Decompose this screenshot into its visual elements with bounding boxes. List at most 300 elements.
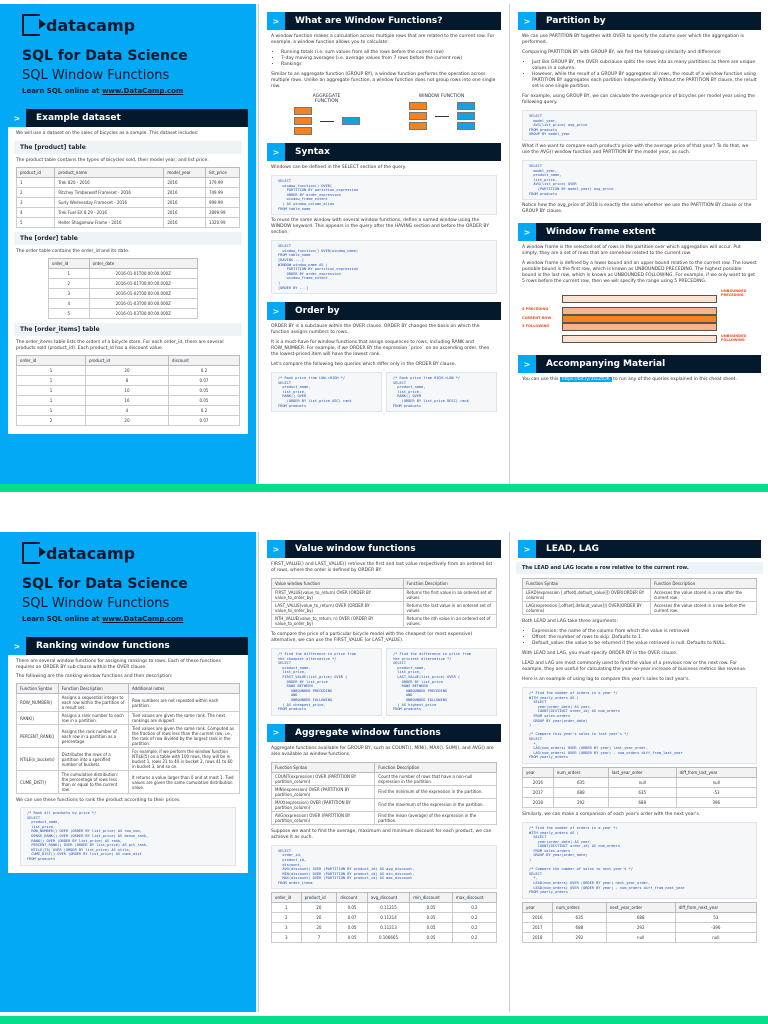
table-header-row [272, 762, 497, 772]
chevron-right-icon: > [8, 109, 26, 127]
partition-text: What if we want to compare each product's price with the average price of that year? To do that, we use the AVG() window function and PARTITION BY the model year, as such. [522, 143, 749, 155]
arrow-right-icon [320, 121, 334, 122]
product-table-heading: The [product] table [14, 141, 242, 154]
section-header [518, 540, 761, 558]
datacamp-logo [22, 14, 242, 36]
material-text [522, 377, 757, 383]
column-header: product_id [301, 893, 337, 903]
sheet-title: SQL for Data Science [22, 576, 188, 592]
table-cell: MAX(expression) OVER (PARTITION BY partition_column) [272, 798, 375, 811]
lead-text: With LEAD and LAG, you must specify ORDER BY in the OVER clause. [522, 651, 678, 656]
table-cell: null [608, 777, 676, 787]
table-cell: 53 [675, 912, 756, 922]
table-cell: 1 [272, 903, 302, 913]
table-cell: 0.05 [337, 903, 368, 913]
list-item: • Rankings [281, 62, 497, 68]
table-header-row [523, 579, 757, 589]
section-header [518, 12, 761, 30]
list-item: • 7-day moving averages (i.e. average values from 7 rows before the current row) [281, 56, 497, 62]
section-title: What are Window Functions? [295, 16, 443, 26]
table-cell: 20 [85, 366, 168, 376]
table-body [17, 178, 240, 228]
table-body [17, 366, 240, 426]
table-cell: 2016-01-03T00:00:00.000Z [89, 299, 197, 309]
table-cell: 0.07 [168, 416, 239, 426]
table-cell: 0.2 [452, 923, 496, 933]
left-column [0, 532, 256, 1012]
table-cell: 379.99 [205, 178, 239, 188]
column-header: Function Syntax [523, 579, 651, 589]
table-cell: 0.106665 [367, 933, 409, 943]
column-header: model_year [164, 168, 206, 178]
ranking-text: There are several window functions for assigning rankings to rows. Each of these functions requires an ORDER BY sub-clause within the OVER clause. [16, 659, 221, 670]
list-item: • Just like GROUP BY, the OVER subclause splits the rows into as many partitions as there are unique values in a column. [532, 60, 757, 72]
frame-label: 5 FOLLOWING [522, 324, 550, 329]
table-row [272, 811, 497, 824]
cheatsheet-page-1 [0, 4, 768, 484]
table-cell: 2016 [164, 188, 206, 198]
table-cell: null [676, 777, 756, 787]
table-row [49, 289, 198, 299]
column-header: order_id [272, 893, 302, 903]
table-cell: 1 [17, 406, 86, 416]
column-header: last_year_order [608, 767, 676, 777]
table-cell: 0.05 [337, 933, 368, 943]
column-header: diff_from_next_year [675, 902, 756, 912]
chevron-right-icon: > [8, 637, 26, 655]
table-cell: 2017 [523, 787, 554, 797]
frame-label: UNBOUNDED FOLLOWING [721, 334, 747, 343]
table-row [17, 416, 240, 426]
arrow-right-icon [435, 116, 449, 117]
chevron-right-icon: > [267, 143, 285, 161]
diagram-label: AGGREGATE FUNCTION [312, 94, 341, 104]
order-items-table-heading: The [order_items] table [14, 323, 242, 336]
table-cell: 635 [553, 912, 607, 922]
table-row [49, 279, 198, 289]
column-header: Function Syntax [272, 762, 375, 772]
partition-text: For example, using GROUP BY, we can calculate the average price of bicycles per model year using the following query. [522, 94, 755, 105]
syntax-text: Windows can be defined in the SELECT section of the query. [271, 165, 407, 170]
middle-column [258, 532, 509, 1012]
table-cell: 4 [49, 299, 90, 309]
table-body [272, 903, 497, 943]
table-row [523, 787, 757, 797]
material-link[interactable]: https://bit.ly/3scZtOK [561, 377, 610, 383]
section-header [8, 637, 248, 655]
column-header: product_id [17, 168, 55, 178]
table-header-row [17, 684, 240, 694]
list-item: • Default_value: the value to be returned if the value retrieved is null. Defaults to NULL. [532, 641, 757, 647]
table-cell: Ritchey Timberwolf Frameset - 2016 [55, 188, 164, 198]
order-by-text: Let's compare the following two queries which differ only in the ORDER BY clause. [271, 362, 456, 368]
table-cell: 0.05 [337, 923, 368, 933]
section-header [267, 12, 501, 30]
table-cell: 292 [553, 932, 607, 942]
table-cell: 2 [49, 279, 90, 289]
table-cell: FIRST_VALUE(value_to_return) OVER (ORDER BY value_to_order_by) [272, 589, 404, 602]
column-header: order_id [49, 259, 90, 269]
table-cell: 2 [17, 416, 86, 426]
table-cell: 0.05 [168, 386, 239, 396]
table-cell: LAST_VALUE(value_to_return) OVER (ORDER BY value_to_order_by) [272, 602, 404, 615]
table-cell: 8 [85, 376, 168, 386]
table-cell: 0.05 [410, 923, 453, 933]
table-row [17, 218, 240, 228]
table-cell: Returns the nth value in an ordered set of values. [403, 615, 496, 628]
partition-bullets [532, 60, 757, 90]
table-cell: Trek Fuel EX 8 29 - 2016 [55, 208, 164, 218]
column-header: diff_from_last_year [676, 767, 756, 777]
section-header [8, 109, 248, 127]
right-column [509, 532, 768, 1012]
table-cell: AVG(expression) OVER (PARTITION BY partition_column) [272, 811, 375, 824]
column-header: discount [168, 356, 239, 366]
table-row [17, 198, 240, 208]
table-body [272, 589, 497, 628]
table-cell: 2016 [523, 777, 554, 787]
table-cell: 0.11214 [367, 913, 409, 923]
table-row [272, 589, 497, 602]
chevron-right-icon: > [267, 724, 285, 742]
list-item: • However, while the result of a GROUP BY aggregates all rows, the result of a window function using PARTITION BY aggregates each partition independently. Without the PARTITION BY clause, the result set is one single partition. [532, 72, 757, 90]
table-cell: Assigns a sequential integer to each row within the partition of a result set. [58, 694, 128, 712]
section-header [518, 223, 761, 241]
table-body [272, 772, 497, 824]
code-block: SELECT model_year, AVG(list_price) avg_price FROM products GROUP BY model_year [522, 110, 757, 141]
table-cell: 7 [301, 933, 337, 943]
table-row [17, 771, 240, 794]
table-cell: 0.05 [410, 933, 453, 943]
table-cell: Find the minimum of the expression in the partition. [375, 785, 497, 798]
ranking-table [16, 683, 240, 794]
sheet-subtitle: SQL Window Functions [22, 68, 170, 83]
frame-bar [562, 323, 717, 331]
section-header [518, 355, 761, 373]
table-row [49, 269, 198, 279]
table-cell: 2016 [164, 218, 206, 228]
column-header: order_id [17, 356, 86, 366]
sheet-subtitle: SQL Window Functions [22, 596, 170, 611]
table-cell: 1 [17, 178, 55, 188]
table-row [17, 406, 240, 416]
section-title: Partition by [546, 16, 606, 26]
list-item: • Offset: the number of rows to skip. Defaults to 1. [532, 635, 757, 641]
section-title: Window frame extent [546, 227, 656, 238]
table-cell: 0.05 [410, 903, 453, 913]
partition-text: We can use PARTITION BY together with OVER to specify the column over which the aggregation is performed. [522, 34, 744, 45]
table-cell: Heller Shagamaw Frame - 2016 [55, 218, 164, 228]
column-header: Additional notes [128, 684, 239, 694]
frame-label: UNBOUNDED PRECEDING [721, 289, 747, 298]
frame-text: A window frame is defined by a lower bound and an upper bound relative to the current row. The lowest possible bound is the first row, which is known as UNBOUNDED PRECEDING. The highest possible bound is the last row, which is known as UNBOUNDED FOLLOWING. For example, if we only want to get 5 rows before the current row, then we will specify the range using 5 PRECEDING. [522, 261, 757, 285]
table-cell: 20 [85, 416, 168, 426]
code-block: /* Rank all products by price */ SELECT product_name, list_price, ROW_NUMBER() OVER (ORDER BY list_price) AS row_num, DENSE_RANK() OVER (ORDER BY list_price) AS dense_rank, RANK() OVER (ORDER BY list_price) AS rank, PERCENT_RANK() OVER (ORDER BY list_price) AS pct_rank, NTILE(75) OVER (ORDER BY list_price) AS ntile, CUME_DIST() OVER (ORDER BY list_price) AS cume_dist FROM products [20, 807, 236, 866]
column-header: order_date [89, 259, 197, 269]
section-title: Accompanying Material [546, 359, 666, 370]
table-cell: 2016-01-01T00:00:00.000Z [89, 269, 197, 279]
table-cell: -53 [676, 787, 756, 797]
table-cell: 0.07 [337, 913, 368, 923]
aggregate-diagram [294, 94, 360, 135]
table-cell: For example, if we perform the window function NTILE(5) on a table with 100 rows, they will be in bucket 1, rows 21 to 40 in bucket 2, rows 41 to 60 in bucket 3, and so on. [128, 748, 239, 771]
chevron-right-icon: > [267, 540, 285, 558]
table-cell: The cumulative distribution: the percentage of rows less than or equal to the current row. [58, 771, 128, 794]
code-block: /* Find the number of orders in a year */ WITH yearly_orders AS ( SELECT year(order_date) AS year, COUNT(DISTINCT order_id) AS num_orders FROM sales.orders GROUP BY year(order_date) ) /* Compare the number of sales to next year's */ SELECT *, LEAD(num_orders) OVER (ORDER BY year) next_year_order, LEAD(num_orders) OVER (ORDER BY year) - num_orders diff_from_next_year FROM yearly_orders [522, 822, 757, 899]
aggregate-result-table [271, 892, 497, 943]
frame-label: CURRENT ROW [522, 316, 552, 321]
learn-line [22, 87, 242, 95]
table-cell: Trek 820 - 2016 [55, 178, 164, 188]
table-cell: 16 [85, 396, 168, 406]
code-block: /* Rank price from LOW->HIGH */ SELECT product_name, list_price, RANK() OVER (ORDER BY list_price ASC) rank FROM products [271, 372, 382, 412]
table-cell: 0.11215 [367, 903, 409, 913]
logo-text: datacamp [46, 15, 136, 35]
ranking-card [8, 637, 248, 873]
right-column [509, 4, 768, 484]
code-block: /* Rank price from HIGH->LOW */ SELECT product_name, list_price, RANK() OVER (ORDER BY list_price DESC) rank FROM products [386, 372, 497, 412]
table-cell: 2016 [164, 198, 206, 208]
table-cell: RANK() [17, 712, 59, 725]
table-cell: Returns the first value in an ordered set of values [403, 589, 496, 602]
table-cell: Distributes the rows of a partition into a specified number of buckets. [58, 748, 128, 771]
table-cell: 292 [553, 797, 608, 807]
table-cell: Assigns the rank number of each row in a partition as a percentage. [58, 725, 128, 748]
list-item: • Expression: the name of the column from which the value is retrieved [532, 629, 757, 635]
learn-prefix: Learn SQL online at [22, 87, 102, 95]
table-header-row [272, 893, 497, 903]
brand-header [0, 4, 256, 95]
section-title: Ranking window functions [36, 641, 170, 651]
table-cell: 749.99 [205, 188, 239, 198]
table-cell: 0.2 [452, 933, 496, 943]
table-cell: 2016 [164, 208, 206, 218]
table-row [17, 188, 240, 198]
table-cell: 0.11213 [367, 923, 409, 933]
aggregate-text: Aggregate functions available for GROUP BY, such as COUNT(), MIN(), MAX(), SUM(), and AVG() are also available as window functions. [271, 745, 494, 757]
table-cell: 20 [301, 903, 337, 913]
table-cell: 635 [553, 777, 608, 787]
table-header-row [17, 356, 240, 366]
table-cell: -396 [675, 922, 756, 932]
table-row [17, 694, 240, 712]
table-body [523, 777, 757, 807]
dataset-intro: We will use a dataset on the sales of bicycles as a sample. This dataset includes: [16, 131, 199, 136]
table-cell: Row numbers are not repeated within each partition. [128, 694, 239, 712]
chevron-right-icon: > [267, 302, 285, 320]
column-header: avg_discount [367, 893, 409, 903]
table-cell: 4 [17, 208, 55, 218]
column-header: Function Description [58, 684, 128, 694]
column-header: product_id [85, 356, 168, 366]
column-header: Function Description [403, 579, 496, 589]
chevron-right-icon: > [267, 12, 285, 30]
column-header: next_year_order [606, 902, 675, 912]
partition-text: Notice how the avg_price of 2018 is exactly the same whether we use the PARTITION BY clause or the GROUP BY clause. [522, 203, 752, 215]
table-cell: Assigns a rank number to each row in a partition. [58, 712, 128, 725]
code-block: SELECT model_year, product_name, list_price, AVG(list_price) OVER (PARTITION BY model_year) avg_price FROM products [522, 160, 757, 200]
table-cell: 0.2 [452, 903, 496, 913]
window-diagram [409, 94, 475, 135]
page-separator [0, 484, 768, 492]
datacamp-logo-icon [22, 14, 40, 36]
code-block: SELECT window_function() OVER( PARTITION BY partition_expression ORDER BY order_expression window_frame_extent ) AS window_column_alias FROM table_name [271, 175, 497, 215]
column-header: Value window function [272, 579, 404, 589]
learn-link[interactable]: www.DataCamp.com [101, 87, 184, 95]
section-title: Aggregate window functions [295, 727, 441, 738]
table-cell: 688 [553, 922, 607, 932]
section-header [267, 724, 501, 742]
table-cell: 688 [608, 797, 676, 807]
table-cell: Count the number of rows that have a non-null expression in the partition. [375, 772, 497, 785]
table-cell: 1320.99 [205, 218, 239, 228]
page-separator [0, 1016, 768, 1024]
column-header: Function Description [375, 762, 497, 772]
code-block: /* Find the difference in price from the cheapest alternative */ SELECT product_name, list_price, FIRST_VALUE(list_price) OVER ( ORDER BY list_price ROWS BETWEEN UNBOUNDED PRECEDING AND UNBOUNDED FOLLOWING ) AS cheapest_price, FROM products [271, 648, 382, 716]
table-cell: 1 [17, 376, 86, 386]
sheet-title: SQL for Data Science [22, 48, 188, 64]
code-pair [271, 372, 497, 412]
table-body [523, 589, 757, 615]
lead-result-table [522, 902, 757, 943]
learn-link[interactable]: www.DataCamp.com [101, 615, 184, 623]
table-cell: 2016-01-01T00:00:00.000Z [89, 279, 197, 289]
table-cell: 3 [17, 198, 55, 208]
chevron-right-icon: > [518, 12, 536, 30]
frame-bar [562, 307, 717, 315]
column-header: max_discount [452, 893, 496, 903]
code-block: SELECT window_function() OVER(window_name) FROM table_name [HAVING ...] WINDOW window_name AS ( PARTITION BY partition_expression ORDER BY order_expression window_frame_extent ) [ORDER BY ...] [271, 240, 497, 294]
table-cell: Tied values are given the same rank. The next rankings are skipped. [128, 712, 239, 725]
table-row [523, 932, 757, 942]
table-cell: Accesses the value stored in a row after the current row. [651, 589, 757, 602]
table-cell: 2016-01-02T00:00:00.000Z [89, 289, 197, 299]
section-title: Value window functions [295, 544, 416, 554]
column-header: num_orders [553, 902, 607, 912]
table-cell: 20 [301, 913, 337, 923]
ranking-text: The following are the ranking window functions and their description: [16, 674, 173, 679]
aggregate-text: Suppose we want to find the average, maximum and minimum discount for each product, we can achieve it as such. [271, 828, 492, 840]
table-cell: 0.07 [168, 376, 239, 386]
table-header-row [523, 902, 757, 912]
lead-text: Here is an example of using lag to compare this year's sales to last year's. [522, 677, 690, 682]
table-row [523, 589, 757, 602]
what-bullets [281, 50, 497, 68]
table-cell: 396 [676, 797, 756, 807]
table-cell: PERCENT_RANK() [17, 725, 59, 748]
table-row [523, 602, 757, 615]
table-cell: Returns the last value in an ordered set of values [403, 602, 496, 615]
table-row [17, 376, 240, 386]
section-title: LEAD, LAG [546, 544, 599, 554]
lead-text: Similarly, we can make a comparison of each year's order with the next year's. [522, 811, 701, 817]
lead-text: Both LEAD and LAG take three arguments: [522, 619, 619, 624]
table-body [49, 269, 198, 319]
section-header [267, 540, 501, 558]
table-cell: 688 [553, 787, 608, 797]
order-table-heading: The [order] table [14, 232, 242, 245]
table-cell: 999.99 [205, 198, 239, 208]
lead-text: LEAD and LAG are most commonly used to find the value of a previous row or the next row. For example, they are useful for calculating the year-on-year increase of business metrics like revenue. [522, 661, 747, 672]
what-intro: A window function makes a calculation across multiple rows that are related to the current row. For example, a window function allows you to calculate: [271, 34, 495, 45]
table-cell: 3 [272, 933, 302, 943]
table-row [49, 299, 198, 309]
product-table [16, 167, 240, 228]
table-cell: null [675, 932, 756, 942]
datacamp-logo-icon [22, 542, 40, 564]
code-block: /* Find the number of orders in a year */ WITH yearly_orders AS ( SELECT year(order_date) AS year, COUNT(DISTINCT order_id) AS num_orders FROM sales.orders GROUP BY year(order_date) ) /* Compare this year's sales to last year's */ SELECT *, LAG(num_orders) OVER (ORDER BY year) last_year_order, LAG(num_orders) OVER (ORDER BY year) - num_orders diff_from_last_year FROM yearly_orders [522, 687, 757, 764]
order-by-text: It is a must-have for window functions that assign sequences to rows, including RANK and ROW_NUMBER. For example, if we ORDER BY the expression `price` on an ascending order, then the lowest-priced item will have the lowest rank. [271, 340, 490, 358]
frame-label: 5 PRECEDING [522, 307, 549, 312]
code-block: SELECT order_id, product_id, discount, AVG(discount) OVER (PARTITION BY product_id) AS avg_discount, MIN(discount) OVER (PARTITION BY product_id) AS min_discount, MAX(discount) OVER (PARTITION BY product_id) AS max_discount FROM order_items [271, 845, 497, 890]
chevron-right-icon: > [518, 540, 536, 558]
table-row [17, 386, 240, 396]
datacamp-logo [22, 542, 242, 564]
table-cell: Find the maximum of the expression in the partition. [375, 798, 497, 811]
order-table [48, 258, 198, 319]
section-title: Order by [295, 306, 340, 317]
table-cell: Tied values are given the same rank. Computed as the fraction of rows less than the current row, i.e., the rank of row divided by the largest rank in the partition. [128, 725, 239, 748]
table-cell: NTH_VALUE(value_to_return, n) OVER (ORDER BY value_to_order_by) [272, 615, 404, 628]
table-cell: 2018 [523, 797, 554, 807]
table-row [523, 912, 757, 922]
aggregate-table [271, 762, 497, 825]
column-header: Function Syntax [17, 684, 59, 694]
table-cell: Find the mean (average) of the expression in the partition. [375, 811, 497, 824]
table-row [17, 208, 240, 218]
section-header [267, 143, 501, 161]
frame-bar [562, 315, 717, 323]
order-by-text: ORDER BY is a subclause within the OVER clause. ORDER BY changes the basis on which the function assigns numbers to rows. [271, 324, 480, 336]
table-cell: 292 [606, 922, 675, 932]
brand-header [0, 532, 256, 623]
table-cell: ROW_NUMBER() [17, 694, 59, 712]
table-row [17, 748, 240, 771]
table-row [272, 615, 497, 628]
column-header: year [523, 902, 553, 912]
partition-text: Comparing PARTITION BY with GROUP BY, we find the following similarity and difference: [522, 50, 722, 55]
table-cell: 5 [17, 218, 55, 228]
cheatsheet-page-2 [0, 532, 768, 1012]
value-text: To compare the price of a particular bicycle model with the cheapest (or most expensive) alternative, we can use the FIRST_VALUE (or LAST_VALUE). [271, 632, 473, 643]
lead-lag-table [522, 578, 757, 615]
chevron-right-icon: > [518, 355, 536, 373]
table-cell: Surly Wednesday Frameset - 2016 [55, 198, 164, 208]
column-header: Function Description [651, 579, 757, 589]
order-table-text: The order table contains the order_id and its date. [16, 249, 130, 254]
table-body [523, 912, 757, 942]
table-cell: 0.05 [168, 396, 239, 406]
aggregate-vs-window-diagram [269, 94, 499, 135]
table-cell: 5 [49, 309, 90, 319]
code-pair [271, 648, 497, 716]
left-column [0, 4, 256, 484]
column-header: discount [337, 893, 368, 903]
column-header: list_price [205, 168, 239, 178]
table-cell: 0.05 [410, 913, 453, 923]
table-cell: It returns a value larger than 0 and at most 1. Tied values are given the same cumulative distribution value. [128, 771, 239, 794]
table-cell: null [606, 932, 675, 942]
value-text: FIRST_VALUE() and LAST_VALUE() retrieve the first and last value respectively from an ordered list of rows, where the order is defined by ORDER BY. [271, 562, 493, 573]
example-dataset-card [8, 109, 248, 434]
column-header: product_name [55, 168, 164, 178]
lead-bullets [532, 629, 757, 647]
table-cell: 1 [17, 386, 86, 396]
table-row [272, 785, 497, 798]
column-header: num_orders [553, 767, 608, 777]
table-header-row [17, 168, 240, 178]
column-header: min_discount [410, 893, 453, 903]
